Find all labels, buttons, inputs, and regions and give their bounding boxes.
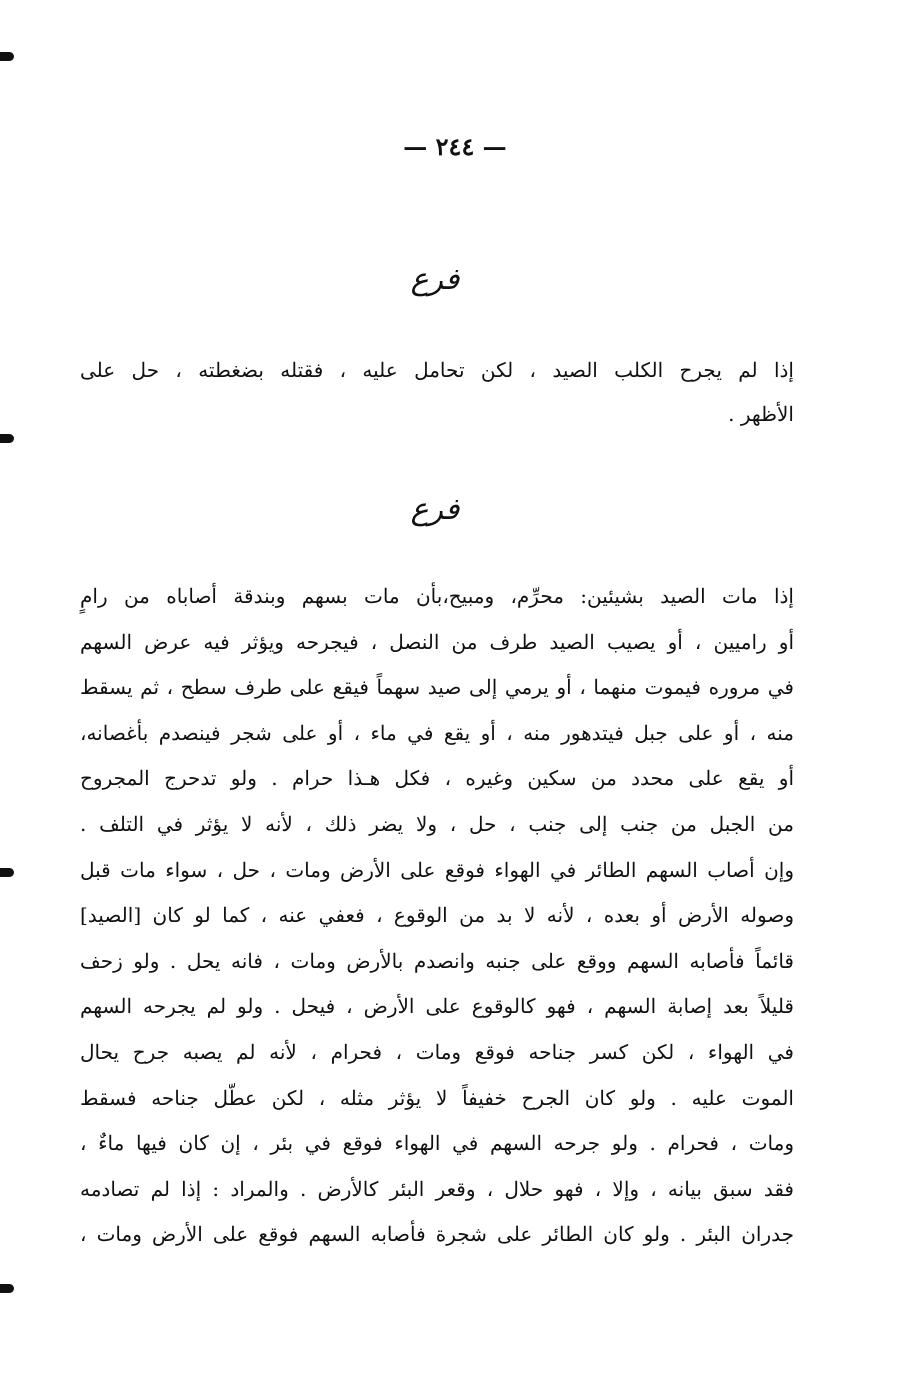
text-line: في الهواء ، لكن كسر جناحه فوقع ومات ، فحرام ، لأنه لم يصبه جرح يحال <box>80 1039 794 1064</box>
text-line: جدران البئر . ولو كان الطائر على شجرة فأصابه السهم فوقع على الأرض ومات ، <box>80 1222 794 1247</box>
section-heading: فرع <box>410 262 460 297</box>
text-line: الأظهر . <box>728 402 794 426</box>
scan-edge-mark <box>0 1284 14 1293</box>
paragraph <box>80 348 794 436</box>
text-line: في مروره فيموت منهما ، أو يرمي إلى صيد سهماً فيقع على طرف سطح ، ثم يسقط <box>80 675 794 700</box>
text-line: الموت عليه . ولو كان الجرح خفيفاً لا يؤثر مثله ، لكن عطّل جناحه فسقط <box>80 1085 794 1110</box>
text-line: قليلاً بعد إصابة السهم ، فهو كالوقوع على الأرض ، فيحل . ولو لم يجرحه السهم <box>80 994 794 1019</box>
scan-edge-mark <box>0 52 14 61</box>
text-line: قائماً فأصابه السهم ووقع على جنبه وانصدم بالأرض ومات ، فانه يحل . ولو زحف <box>80 948 794 973</box>
text-line: أو راميين ، أو يصيب الصيد طرف من النصل ، فيجرحه ويؤثر فيه عرض السهم <box>80 629 794 654</box>
text-line: وإن أصاب السهم الطائر في الهواء فوقع على الأرض ومات ، حل ، سواء مات قبل <box>80 857 794 882</box>
page-number: — ٢٤٤ — <box>403 132 507 161</box>
scan-edge-mark <box>0 868 14 877</box>
text-line: إذا لم يجرح الكلب الصيد ، لكن تحامل عليه ، فقتله بضغطته ، حل على <box>80 358 794 382</box>
text-line: إذا مات الصيد بشيئين: محرِّم، ومبيح،بأن مات بسهم وبندقة أصاباه من رامٍ <box>80 584 794 608</box>
text-line: وصوله الأرض أو بعده ، لأنه لا بد من الوقوع ، فعفي عنه ، كما لو كان [الصيد] <box>80 903 794 928</box>
text-line: أو يقع على محدد من سكين وغيره ، فكل هـذا حرام . ولو تدحرج المجروح <box>80 766 794 791</box>
text-line: من الجبل من جنب إلى جنب ، حل ، ولا يضر ذلك ، لأنه لا يؤثر في التلف . <box>80 811 794 836</box>
text-line: فقد سبق بيانه ، وإلا ، فهو حلال ، وقعر البئر كالأرض . والمراد : إذا لم تصادمه <box>80 1176 794 1201</box>
text-line: منه ، أو على جبل فيتدهور منه ، أو يقع في ماء ، أو على شجر فينصدم بأغصانه، <box>80 720 794 745</box>
paragraph <box>80 574 794 1258</box>
section-heading: فرع <box>410 492 460 527</box>
scan-edge-mark <box>0 434 14 443</box>
text-line: ومات ، فحرام . ولو جرحه السهم في الهواء فوقع في بئر ، إن كان فيها ماءٌ ، <box>80 1131 794 1156</box>
